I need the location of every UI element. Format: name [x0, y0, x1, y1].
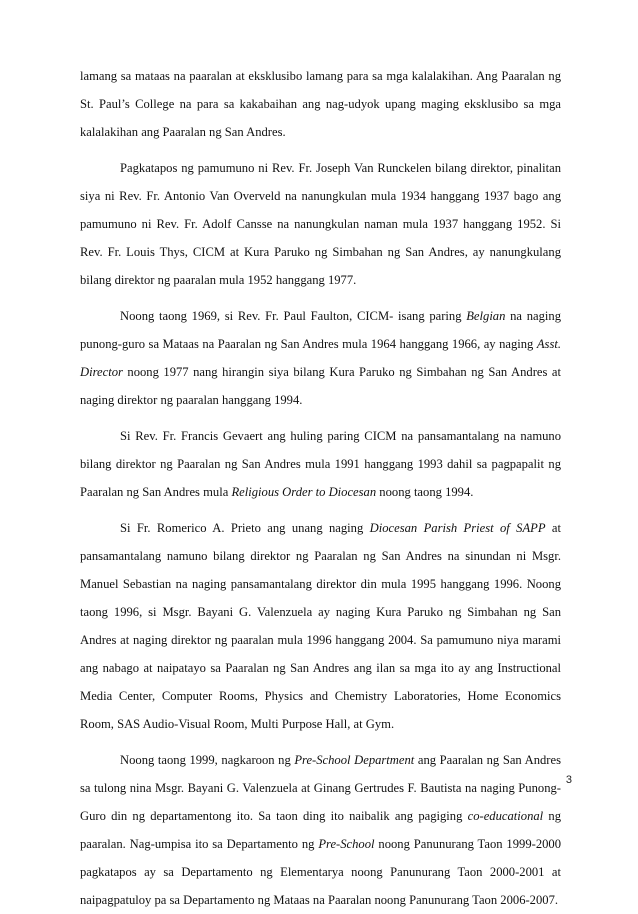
page-number: 3 — [565, 774, 572, 786]
document-body — [80, 62, 561, 914]
paragraph-4 — [80, 422, 561, 506]
paragraph-text: Noong taong 1999, nagkaroon ng — [120, 753, 295, 767]
italic-text: Belgian — [466, 309, 506, 323]
paragraph-text: ang Paaralan ng San Andres sa tulong nina Msgr. Bayani G. Valenzuela at Ginang Gertrudes F. Bautista na naging Punong-Guro din ng departamentong ito. Sa taon ding ito naibalik ang pagiging — [80, 753, 561, 823]
paragraph-text: noong taong 1994. — [376, 485, 474, 499]
italic-text: co-educational — [467, 809, 544, 823]
paragraph-text: ng paaralan. Nag-umpisa ito sa Departamento ng — [80, 809, 561, 851]
italic-text: Asst. Director — [80, 337, 561, 379]
italic-text: Pre-School Department — [294, 753, 415, 767]
paragraph-text: Noong taong 1969, si Rev. Fr. Paul Faulton, CICM- isang paring — [120, 309, 467, 323]
paragraph-text: noong Panunurang Taon 1999-2000 pagkatapos ay sa Departamento ng Elementarya noong Panunurang Taon 2000-2001 at naipagpatuloy pa sa Departamento ng Mataas na Paaralan noong Panunurang Taon 2006-2007. — [80, 837, 562, 907]
paragraph-5 — [80, 514, 561, 738]
paragraph-1 — [80, 62, 561, 146]
paragraph-text: Si Fr. Romerico A. Prieto ang unang naging — [120, 521, 370, 535]
italic-text: Religious Order to Diocesan — [231, 485, 377, 499]
paragraph-2 — [80, 154, 561, 294]
paragraph-text: at pansamantalang namuno bilang direktor ng Paaralan ng San Andres na sinundan ni Msgr. Manuel Sebastian na naging pansamantalang direktor din mula 1995 hanggang 1996. Noong taong 1996, si Msgr. Bayani G. Valenzuela ay naging Kura Paruko ng Simbahan ng San Andres at naging direktor ng paaralan mula 1996 hanggang 2004. Sa pamumuno niya marami ang nabago at naipatayo sa Paaralan ng San Andres ang ilan sa mga ito ay ang Instructional Media Center, Computer Rooms, Physics and Chemistry Laboratories, Home Economics Room, SAS Audio-Visual Room, Multi Purpose Hall, at Gym. — [80, 521, 561, 731]
paragraph-3 — [80, 302, 561, 414]
italic-text: Pre-School — [318, 837, 375, 851]
paragraph-text: noong 1977 nang hirangin siya bilang Kura Paruko ng Simbahan ng San Andres at naging direktor ng paaralan hanggang 1994. — [80, 365, 561, 407]
paragraph-text: Si Rev. Fr. Francis Gevaert ang huling paring CICM na pansamantalang na namuno bilang direktor ng Paaralan ng San Andres mula 1991 hanggang 1993 dahil sa pagpapalit ng Paaralan ng San Andres mula — [80, 429, 561, 499]
paragraph-text: na naging punong-guro sa Mataas na Paaralan ng San Andres mula 1964 hanggang 1966, ay naging — [80, 309, 561, 351]
paragraph-text: lamang sa mataas na paaralan at eksklusibo lamang para sa mga kalalakihan. Ang Paaralan ng St. Paul’s College na para sa kakabaihan ang nag-udyok upang maging eksklusibo sa mga kalalakihan ang Paaralan ng San Andres. — [80, 69, 561, 139]
paragraph-6 — [80, 746, 561, 914]
paragraph-text: Pagkatapos ng pamumuno ni Rev. Fr. Joseph Van Runckelen bilang direktor, pinalitan siya ni Rev. Fr. Antonio Van Overveld na nanungkulan mula 1934 hanggang 1937 bago ang pamumuno ni Rev. Fr. Adolf Cansse na nanungkulan naman mula 1937 hanggang 1952. Si Rev. Fr. Louis Thys, CICM at Kura Paruko ng Simbahan ng San Andres, ay nanungkulang bilang direktor ng paaralan mula 1952 hanggang 1977. — [80, 161, 561, 287]
italic-text: Diocesan Parish Priest of SAPP — [369, 521, 546, 535]
